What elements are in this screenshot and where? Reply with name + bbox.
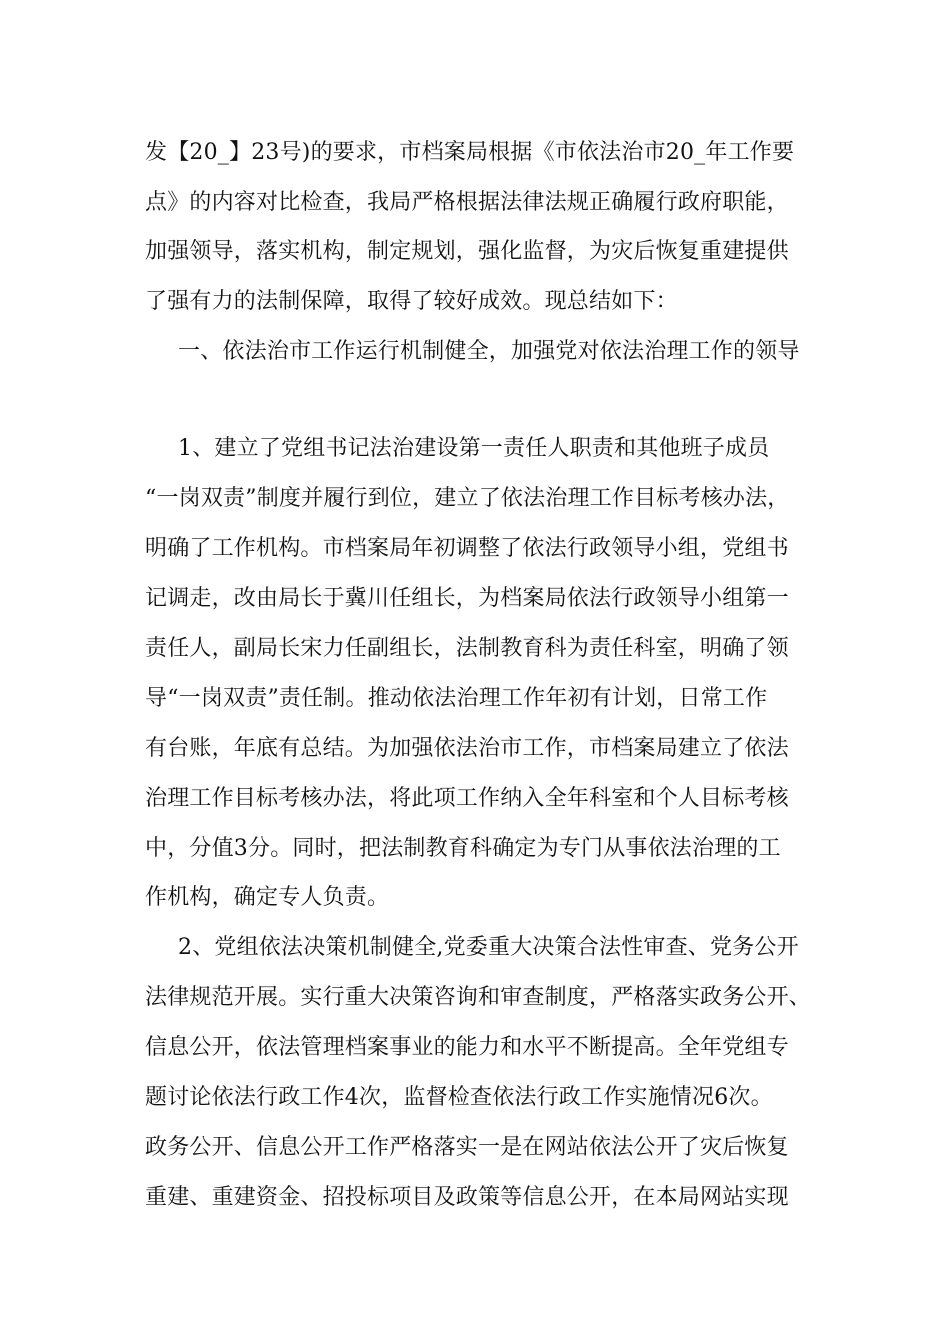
section-heading: 一、依法治市工作运行机制健全，加强党对依法治理工作的领导 [178, 339, 800, 364]
text-line: 信息公开，依法管理档案事业的能力和水平不断提高。全年党组专 [145, 1035, 789, 1060]
text-line: 重建、重建资金、招投标项目及政策等信息公开，在本局网站实现 [145, 1185, 789, 1210]
text-line: 题讨论依法行政工作4次，监督检查依法行政工作实施情况6次。 [145, 1085, 773, 1110]
text-line: 发【20_】23号)的要求，市档案局根据《市依法治市20_年工作要 [145, 140, 795, 165]
text-line: 政务公开、信息公开工作严格落实一是在网站依法公开了灾后恢复 [145, 1135, 789, 1160]
text-line: 加强领导，落实机构，制定规划，强化监督，为灾后恢复重建提供 [145, 239, 789, 264]
text-line: 点》的内容对比检查，我局严格根据法律法规正确履行政府职能， [145, 190, 789, 215]
text-line: 了强有力的法制保障，取得了较好成效。现总结如下： [145, 289, 678, 314]
text-line: 记调走，改由局长于冀川任组长，为档案局依法行政领导小组第一 [145, 586, 789, 611]
text-line: 有台账，年底有总结。为加强依法治市工作，市档案局建立了依法 [145, 736, 789, 761]
text-line: 2、党组依法决策机制健全,党委重大决策合法性审查、党务公开 [178, 935, 799, 960]
text-line: 导“一岗双责”责任制。推动依法治理工作年初有计划，日常工作 [145, 686, 768, 711]
text-line: 中，分值3分。同时，把法制教育科确定为专门从事依法治理的工 [145, 836, 781, 861]
text-line: 明确了工作机构。市档案局年初调整了依法行政领导小组，党组书 [145, 536, 789, 561]
text-line: 法律规范开展。实行重大决策咨询和审查制度，严格落实政务公开、 [145, 985, 812, 1010]
text-line: “一岗双责”制度并履行到位，建立了依法治理工作目标考核办法， [145, 486, 790, 511]
text-line: 1、建立了党组书记法治建设第一责任人职责和其他班子成员 [178, 436, 770, 461]
text-line: 作机构，确定专人负责。 [145, 885, 390, 910]
text-line: 责任人，副局长宋力任副组长，法制教育科为责任科室，明确了领 [145, 636, 789, 661]
text-line: 治理工作目标考核办法，将此项工作纳入全年科室和个人目标考核 [145, 786, 789, 811]
